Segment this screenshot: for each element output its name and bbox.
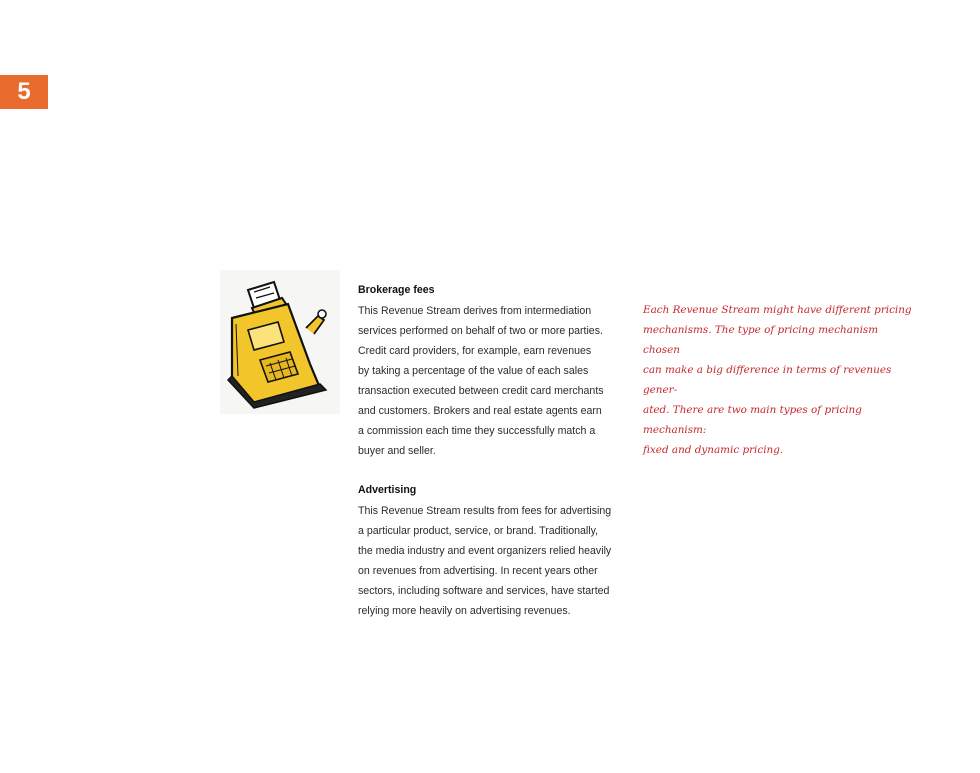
section-brokerage-fees	[358, 283, 633, 461]
section-title: Brokerage fees	[358, 284, 435, 296]
body-line: transaction executed between credit card merchants	[358, 385, 604, 397]
body-line: sectors, including software and services, have started	[358, 585, 610, 597]
main-text-column	[358, 283, 633, 621]
section-advertising	[358, 483, 633, 621]
body-line: and customers. Brokers and real estate agents earn	[358, 405, 602, 417]
body-line: services performed on behalf of two or more parties.	[358, 325, 603, 337]
cash-register-icon	[218, 268, 342, 416]
body-line: Credit card providers, for example, earn revenues	[358, 345, 592, 357]
side-note-line: mechanisms. The type of pricing mechanism chosen	[643, 324, 879, 356]
side-note-line: can make a big difference in terms of revenues gener-	[643, 364, 892, 396]
side-note-line: Each Revenue Stream might have different pricing	[643, 304, 912, 316]
side-note-line: ated. There are two main types of pricing mechanism:	[643, 404, 862, 436]
body-line: a commission each time they successfully match a	[358, 425, 596, 437]
body-line: This Revenue Stream derives from intermediation	[358, 305, 592, 317]
body-line: the media industry and event organizers relied heavily	[358, 545, 612, 557]
body-line: buyer and seller.	[358, 445, 436, 457]
side-note-line: fixed and dynamic pricing.	[643, 444, 784, 456]
side-note	[643, 300, 913, 460]
section-title: Advertising	[358, 484, 417, 496]
body-line: relying more heavily on advertising revenues.	[358, 605, 571, 617]
body-line: a particular product, service, or brand. Traditionally,	[358, 525, 599, 537]
section-body	[358, 501, 633, 621]
page-number-badge: 5	[0, 75, 48, 109]
section-spacer	[358, 461, 633, 483]
body-line: by taking a percentage of the value of each sales	[358, 365, 589, 377]
section-body	[358, 301, 633, 461]
body-line: on revenues from advertising. In recent years other	[358, 565, 598, 577]
body-line: This Revenue Stream results from fees for advertising	[358, 505, 612, 517]
